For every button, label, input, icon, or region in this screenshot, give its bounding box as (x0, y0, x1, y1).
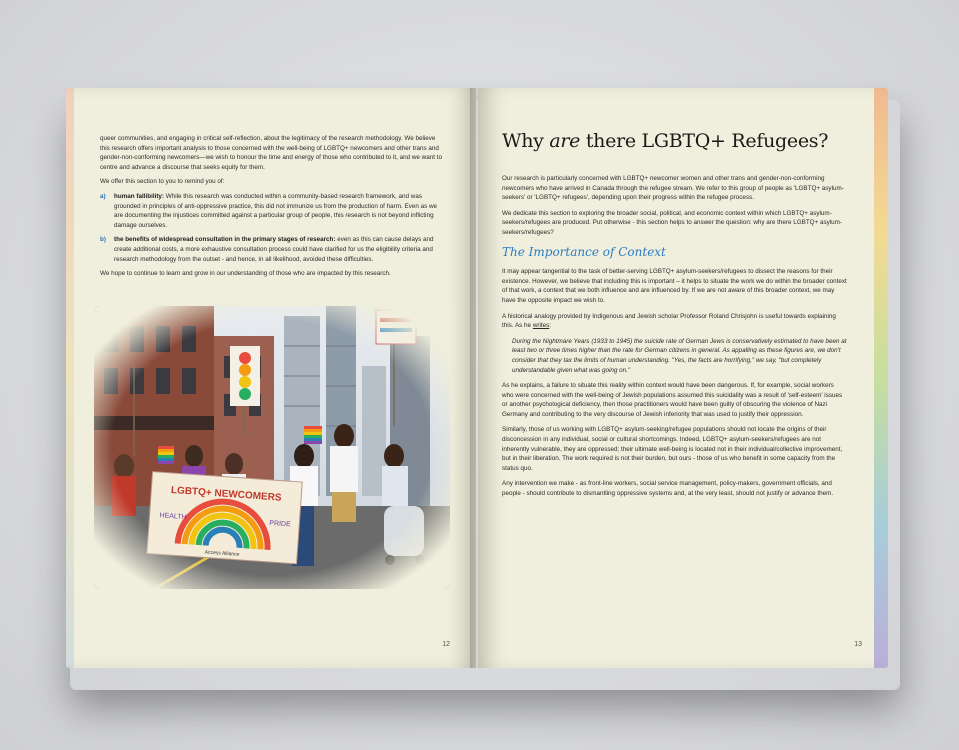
list-marker-b: b) (100, 236, 106, 244)
left-para-2: We offer this section to you to remind you of: (100, 178, 225, 186)
writes-link[interactable]: writes (532, 322, 550, 330)
list-body-b (114, 235, 445, 264)
block-quote: During the Nightmare Years (1933 to 1945) the suicide rate of German Jews is conservatively estimated to have been at least two or three times higher than the rate for German citizens in general. As appalling as these figures are, we don't consider that they tax the limits of human understanding. "Yes, the facts are horrifying," we say, "but completely understandable given what was going on." (512, 337, 847, 374)
left-page-edge (66, 88, 74, 668)
title-italic: are (549, 130, 581, 152)
list-item-b (100, 235, 445, 264)
list-term-a: human fallibility: (114, 192, 165, 200)
left-page (66, 88, 476, 668)
para-4-lead: A historical analogy provided by Indigenous and Jewish scholar Professor Roland Chrisjohn is useful towards explaining this. As he (502, 312, 836, 330)
right-para-1: Our research is particularly concerned with LGBTQ+ newcomer women and other trans and gender-non-conforming newcomers who have arrived in Canada through the refugee stream. We refer to this group of people as 'LGBTQ+ asylum-seekers' or 'LGBTQ+ refugees', depending upon their progress within the refugee process. (502, 175, 844, 202)
para-4-tail: : (549, 322, 552, 330)
page-number-left: 12 (442, 641, 450, 648)
right-para-7: Any intervention we make - as front-line workers, social service management, policy-makers, government officials, and people - should contribute to dismantling oppressive systems and, at the very least, should not justify or advance them. (502, 480, 834, 498)
list-term-b: the benefits of widespread consultation in the primary stages of research: (114, 236, 336, 244)
list-text-a: While this research was conducted within a community-based research framework, and was grounded in principles of anti-oppressive practice, this did not immunize us from the production of harm. Even as we are documenting the injustices committed against a particular group of people, this research is not beyond inflicting damage ourselves. (114, 192, 438, 229)
right-page (478, 88, 888, 668)
left-para-1: queer communities, and engaging in critical self-reflection, about the legitimacy of the research methodology. We believe this research offers important analysis to those concerned with the well-being of LGBTQ+ newcomers and other trans and gender-non-conforming newcomers—we wish to honour the time and energy of those who contributed to it, and we want to centre and advance a discourse that seeks equity for them. (100, 135, 442, 171)
right-para-6: Similarly, those of us working with LGBTQ+ asylum-seeking/refugee populations should not locate the origins of their disconcession in any individual, social or cultural shortcomings. Indeed, LGBTQ+ asylum-seekers/refugees are not inherently vulnerable, they are oppressed; their ultimate well-being is located not in their individual/collective improvement, but in their liberation. The work required is not their burden, but ours - those of us who benefit in some capacity from the status quo. (502, 426, 843, 472)
title-part-1: Why (502, 130, 550, 152)
pride-parade-photo (94, 306, 450, 589)
list-item-a (100, 192, 445, 230)
page-number-right: 13 (854, 641, 862, 648)
title-part-2: there LGBTQ+ Refugees? (580, 130, 829, 152)
rainbow-edge-strip (874, 88, 888, 668)
list-marker-a: a) (100, 192, 106, 200)
right-page-text (502, 174, 847, 505)
page-title (502, 130, 862, 152)
right-para-2: We dedicate this section to exploring the broader social, political, and economic context within which LGBTQ+ asylum-seekers/refugees are produced. Put otherwise - this section helps to answer the question: why are there LGBTQ+ asylum-seekers/refugees? (502, 209, 843, 236)
right-para-5: As he explains, a failure to situate this reality within context would have been dangerous. If, for example, social workers who were concerned with the well-being of Jewish populations assumed this suicidality was a result of 'self-esteem' issues or another psychological deficiency, then those practitioners would have been guilty of obscuring the violence of Nazi Germany and contributing to the very discourse of Jewish inferiority that was used to justify their oppression. (502, 382, 843, 418)
list-body-a (114, 192, 445, 230)
right-para-3: It may appear tangential to the task of better-serving LGBTQ+ asylum-seekers/refugees to dissect the reasons for their existence. However, we believe that including this is important – it helps to situate the work we do within the broader context of that work, a context that we both influence and are influenced by. If we are not aware of this broader context, we may have the opposite impact we wish to. (502, 268, 847, 304)
left-page-text (100, 134, 445, 284)
right-para-4 (502, 312, 847, 331)
left-para-3: We hope to continue to learn and grow in our understanding of those who are impacted by this research. (100, 270, 391, 278)
list-text-b: even as this can cause delays and create additional costs, a more exhaustive consultation process could have clarified for us the eligibility criteria and research methodology from the outset - and hence, in all likelihood, avoided these difficulties. (114, 236, 434, 263)
pride-parade-illustration (94, 306, 450, 589)
section-subheading: The Importance of Context (502, 244, 666, 259)
